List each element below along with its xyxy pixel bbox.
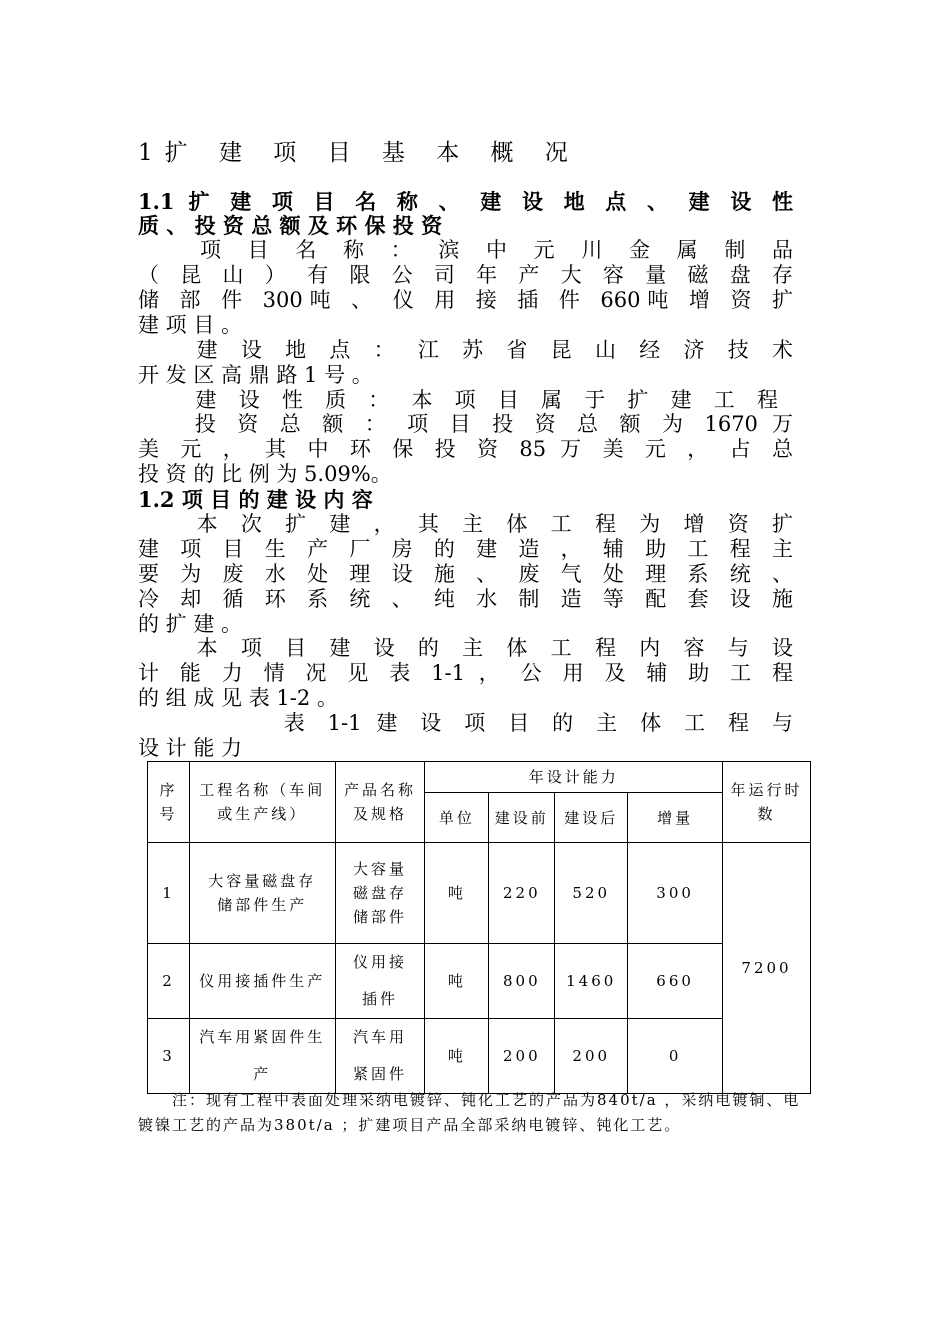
header-product: 产品名称及规格 — [335, 762, 425, 843]
paragraph-line: 的 扩 建 。 — [138, 612, 243, 636]
nature-line: 建 设 性 质 ： 本 项 目 属 于 扩 建 工 程 — [138, 388, 778, 412]
cell-after: 520 — [555, 843, 628, 944]
investment-line: 投 资 的 比 例 为 5.09%。 — [138, 462, 392, 486]
cell-seq: 3 — [148, 1019, 190, 1094]
investment-line: 投 资 总 额 ： 项 目 投 资 总 额 为 1670 万 — [138, 412, 793, 436]
paragraph-line: 本 次 扩 建 ， 其 主 体 工 程 为 增 资 扩 — [138, 512, 793, 536]
header-before: 建设前 — [489, 793, 555, 843]
table-row — [148, 944, 811, 1019]
cell-unit: 吨 — [425, 944, 489, 1019]
table-caption-cont: 设 计 能 力 — [138, 736, 243, 760]
cell-project-name: 大容量磁盘存储部件生产 — [189, 843, 335, 944]
project-name-line: 建 项 目 。 — [138, 313, 243, 337]
location-line: 开 发 区 高 鼎 路 1 号 。 — [138, 363, 373, 387]
cell-after: 200 — [555, 1019, 628, 1094]
paragraph-line: 计 能 力 情 况 见 表 1-1 ， 公 用 及 辅 助 工 程 — [138, 661, 793, 685]
cell-annual-hours: 7200 — [723, 843, 811, 1094]
investment-line: 美 元 ， 其 中 环 保 投 资 85 万 美 元 ， 占 总 — [138, 437, 793, 461]
paragraph-line: 冷 却 循 环 系 统 、 纯 水 制 造 等 配 套 设 施 — [138, 587, 793, 611]
location-line: 建 设 地 点 ： 江 苏 省 昆 山 经 济 技 术 — [138, 338, 793, 362]
header-annual-capacity: 年设计能力 — [425, 762, 723, 793]
section-1-1-title: 1.1 扩 建 项 目 名 称 、 建 设 地 点 、 建 设 性 — [138, 189, 793, 214]
header-unit: 单位 — [425, 793, 489, 843]
table-caption: 表 1-1 建 设 项 目 的 主 体 工 程 与 — [138, 711, 793, 735]
cell-project-name: 汽车用紧固件生产 — [189, 1019, 335, 1094]
cell-before: 200 — [489, 1019, 555, 1094]
cell-after: 1460 — [555, 944, 628, 1019]
project-name-line: （ 昆 山 ） 有 限 公 司 年 产 大 容 量 磁 盘 存 — [138, 263, 793, 287]
cell-before: 800 — [489, 944, 555, 1019]
chapter-heading: 1扩 建 项 目 基 本 概 况 — [138, 140, 580, 166]
table-row — [148, 1019, 811, 1094]
cell-product: 仪用接插件 — [335, 944, 425, 1019]
paragraph-line: 本 项 目 建 设 的 主 体 工 程 内 容 与 设 — [138, 636, 793, 660]
capacity-table — [147, 761, 811, 1094]
header-seq: 序号 — [148, 762, 190, 843]
project-name-line: 储 部 件 300吨 、 仪 用 接 插 件 660吨 增 资 扩 — [138, 288, 793, 312]
cell-unit: 吨 — [425, 1019, 489, 1094]
cell-unit: 吨 — [425, 843, 489, 944]
cell-product: 汽车用紧固件 — [335, 1019, 425, 1094]
header-project-name: 工程名称（车间或生产线） — [189, 762, 335, 843]
cell-product: 大容量磁盘存储部件 — [335, 843, 425, 944]
paragraph-line: 要 为 废 水 处 理 设 施 、 废 气 处 理 系 统 、 — [138, 562, 793, 586]
cell-before: 220 — [489, 843, 555, 944]
paragraph-line: 的 组 成 见 表 1-2 。 — [138, 686, 338, 710]
cell-increase: 660 — [628, 944, 723, 1019]
cell-project-name: 仪用接插件生产 — [189, 944, 335, 1019]
table-note: 注：现有工程中表面处理采纳电镀锌、钝化工艺的产品为840t/a ，采纳电镀铜、电镀镍工艺的产品为380t/a ；扩建项目产品全部采纳电镀锌、钝化工艺。 — [138, 1091, 801, 1134]
header-after: 建设后 — [555, 793, 628, 843]
cell-increase: 300 — [628, 843, 723, 944]
section-1-1-title-cont: 质 、 投 资 总 额 及 环 保 投 资 — [138, 213, 443, 238]
project-name-line: 项 目 名 称 ： 滨 中 元 川 金 属 制 品 — [138, 238, 793, 262]
cell-seq: 1 — [148, 843, 190, 944]
header-annual-hours: 年运行时数 — [723, 762, 811, 843]
header-increase: 增量 — [628, 793, 723, 843]
cell-seq: 2 — [148, 944, 190, 1019]
paragraph-line: 建 项 目 生 产 厂 房 的 建 造 ， 辅 助 工 程 主 — [138, 537, 793, 561]
section-1-2-title: 1.2 项 目 的 建 设 内 容 — [138, 487, 373, 512]
cell-increase: 0 — [628, 1019, 723, 1094]
table-row — [148, 843, 811, 944]
